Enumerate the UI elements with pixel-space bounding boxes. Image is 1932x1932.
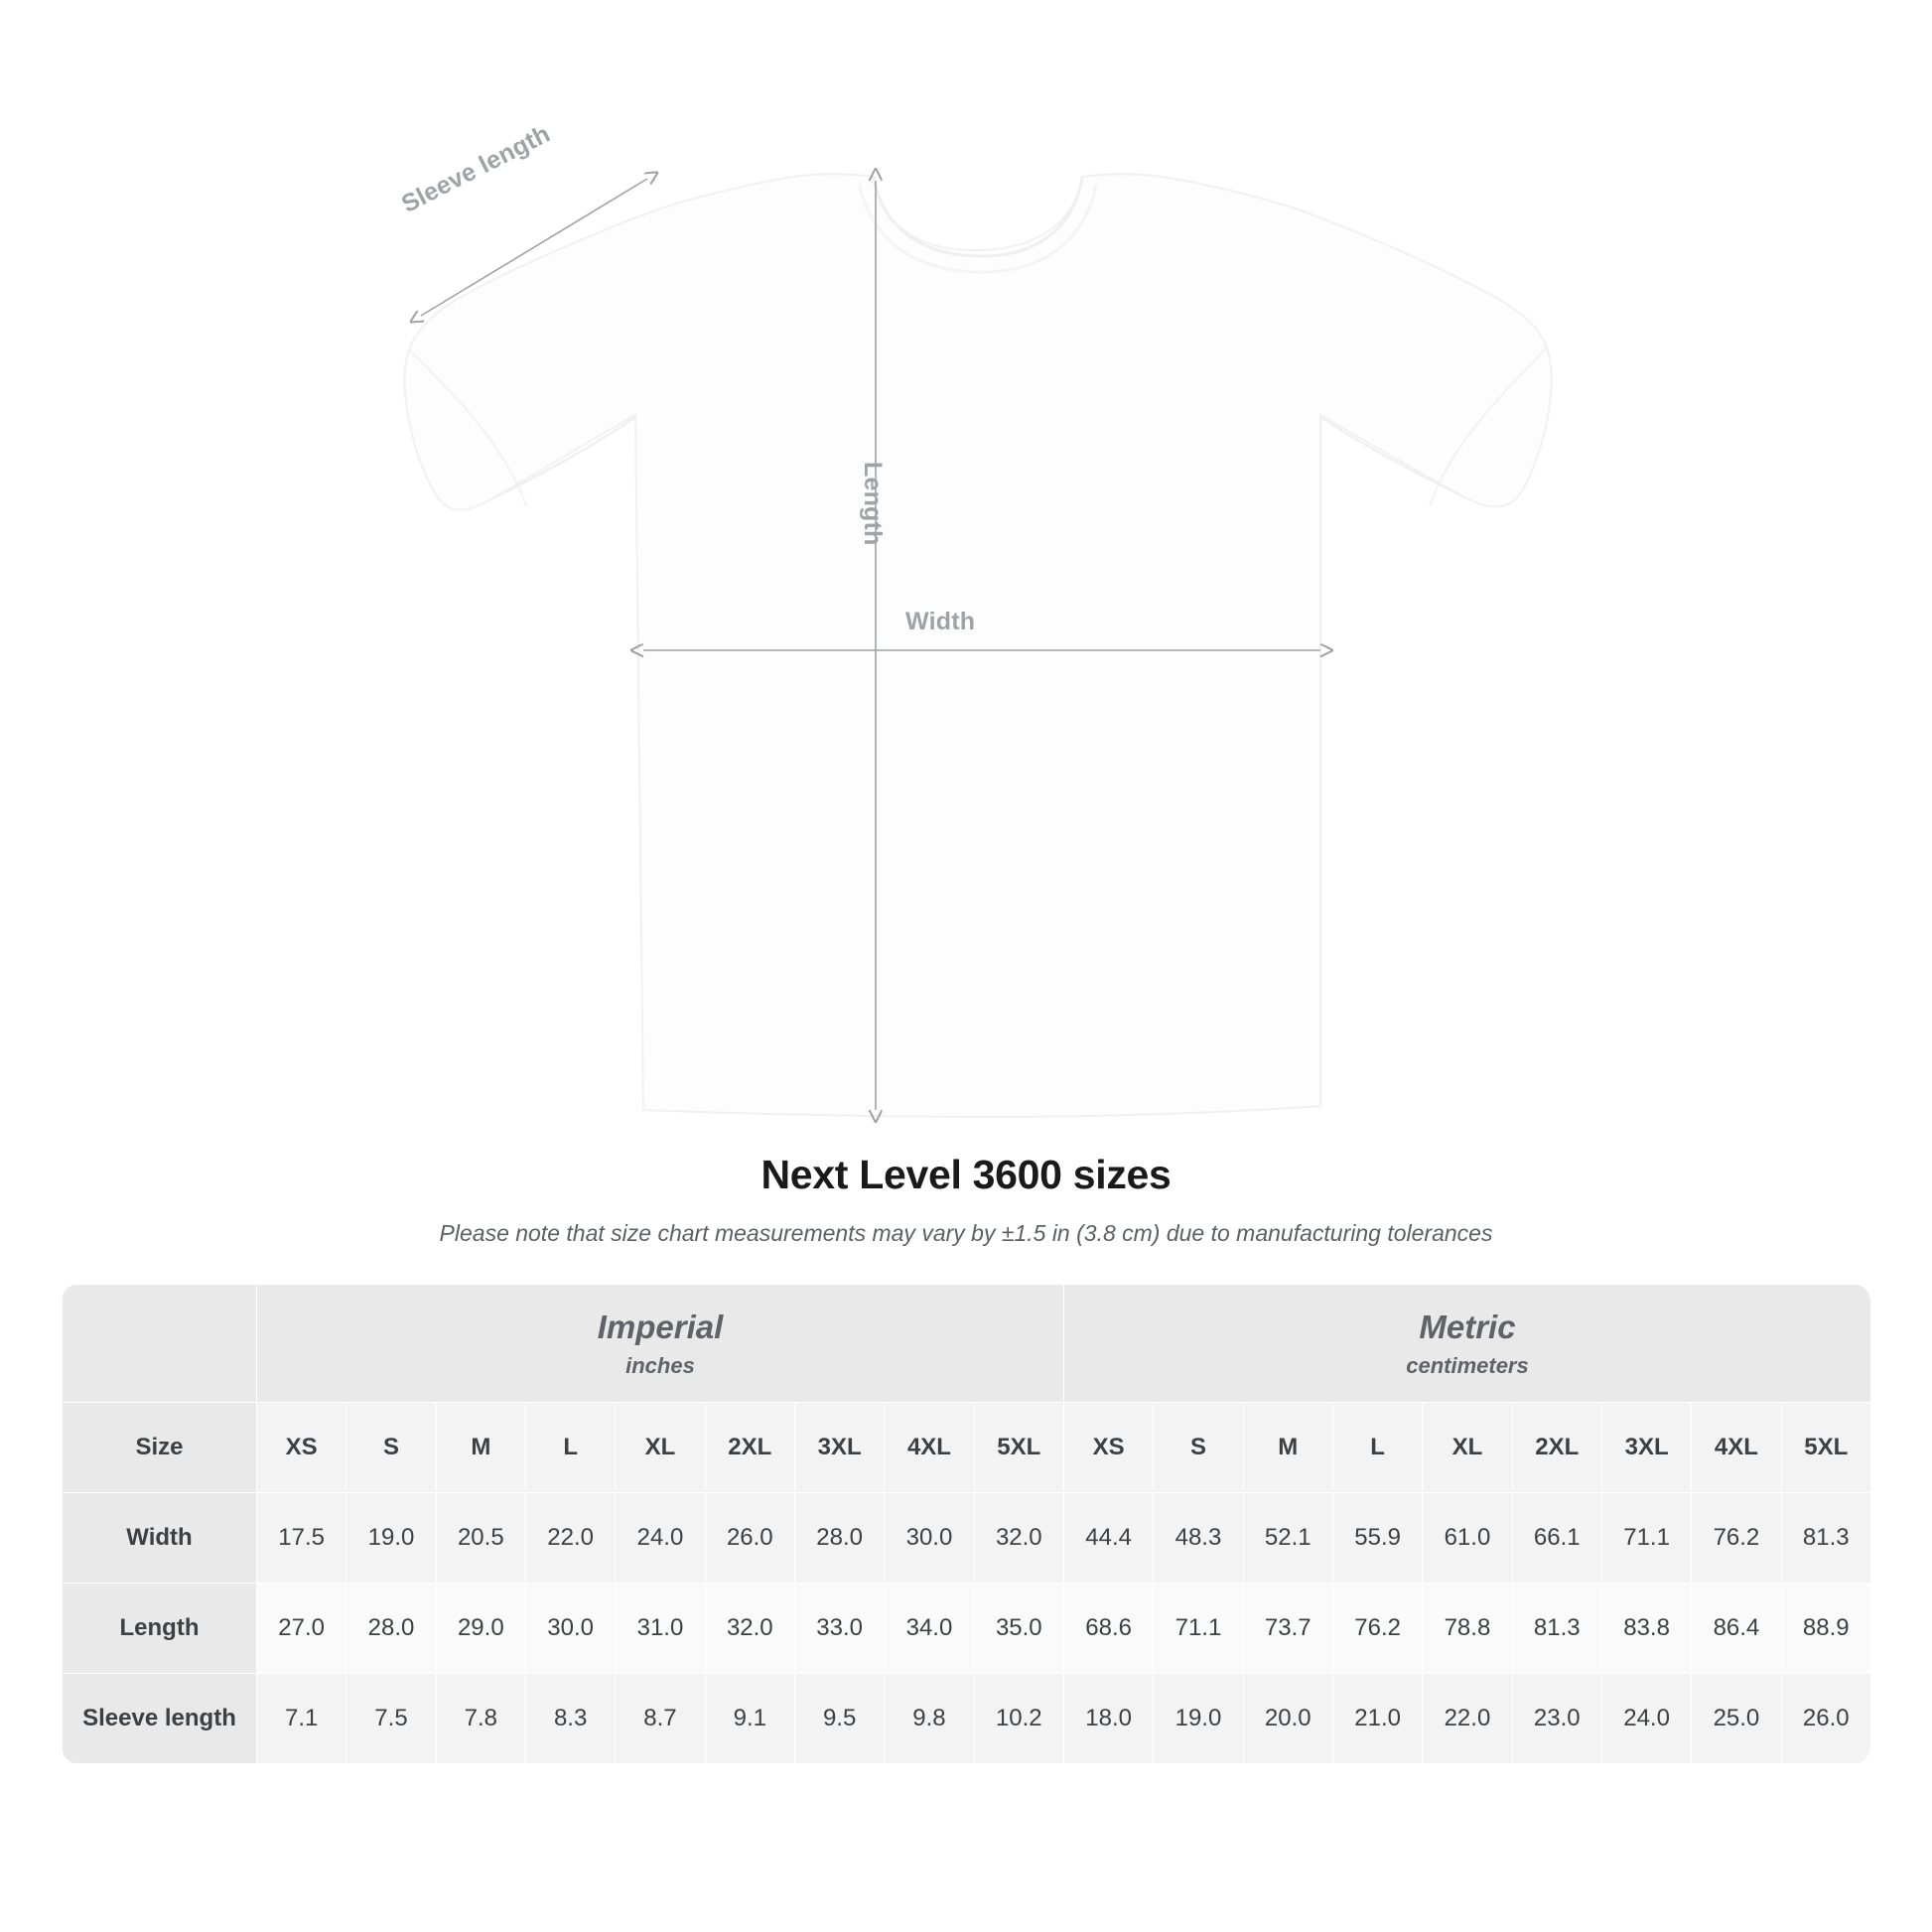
size-column-header: XL: [616, 1403, 705, 1493]
measurement-cell: 48.3: [1154, 1493, 1243, 1584]
measurement-cell: 22.0: [1423, 1674, 1512, 1764]
measurement-cell: 22.0: [525, 1493, 615, 1584]
page-title: Next Level 3600 sizes: [760, 1152, 1172, 1197]
measurement-cell: 81.3: [1781, 1493, 1870, 1584]
measurement-cell: 86.4: [1692, 1584, 1781, 1674]
size-table: [62, 1284, 1870, 1764]
width-label: Width: [905, 608, 976, 635]
measurement-cell: 21.0: [1332, 1674, 1422, 1764]
measurement-cell: 71.1: [1601, 1493, 1691, 1584]
size-column-header: S: [346, 1403, 436, 1493]
size-column-header: L: [525, 1403, 615, 1493]
size-column-header: 5XL: [974, 1403, 1063, 1493]
measurement-cell: 26.0: [1781, 1674, 1870, 1764]
measurement-cell: 32.0: [974, 1493, 1063, 1584]
measurement-cell: 28.0: [794, 1493, 884, 1584]
size-column-header: 4XL: [885, 1403, 974, 1493]
size-column-header: 3XL: [1601, 1403, 1691, 1493]
measurement-cell: 26.0: [705, 1493, 794, 1584]
measurement-cell: 19.0: [346, 1493, 436, 1584]
measurement-cell: 25.0: [1692, 1674, 1781, 1764]
size-column-header: XS: [1063, 1403, 1153, 1493]
tshirt-shape: [405, 174, 1552, 1117]
measurement-cell: 29.0: [436, 1584, 525, 1674]
imperial-label: Imperial: [597, 1309, 724, 1346]
measurement-cell: 66.1: [1512, 1493, 1601, 1584]
size-header-row: [63, 1403, 1871, 1493]
size-column-header: 4XL: [1692, 1403, 1781, 1493]
metric-sublabel: centimeters: [1406, 1352, 1529, 1378]
measurement-cell: 28.0: [346, 1584, 436, 1674]
size-row-label: Size: [63, 1403, 257, 1493]
metric-label: Metric: [1419, 1309, 1516, 1346]
measurement-row-label: Sleeve length: [63, 1674, 257, 1764]
table-row: [63, 1493, 1871, 1584]
length-label: Length: [859, 462, 887, 546]
measurement-cell: 19.0: [1154, 1674, 1243, 1764]
measurement-cell: 20.0: [1243, 1674, 1332, 1764]
measurement-cell: 71.1: [1154, 1584, 1243, 1674]
measurement-cell: 83.8: [1601, 1584, 1691, 1674]
size-column-header: 3XL: [794, 1403, 884, 1493]
imperial-sublabel: inches: [625, 1352, 695, 1378]
measurement-cell: 24.0: [616, 1493, 705, 1584]
size-table-body: [63, 1493, 1871, 1764]
tolerance-note: Please note that size chart measurements may vary by ±1.5 in (3.8 cm) due to manufacturing tolerances: [439, 1220, 1493, 1246]
measurement-cell: 61.0: [1423, 1493, 1512, 1584]
measurement-cell: 73.7: [1243, 1584, 1332, 1674]
measurement-cell: 10.2: [974, 1674, 1063, 1764]
size-column-header: 2XL: [1512, 1403, 1601, 1493]
table-row: [63, 1584, 1871, 1674]
measurement-cell: 35.0: [974, 1584, 1063, 1674]
title-block: [0, 1152, 1932, 1247]
measurement-cell: 33.0: [794, 1584, 884, 1674]
measurement-cell: 24.0: [1601, 1674, 1691, 1764]
measurement-cell: 76.2: [1332, 1584, 1422, 1674]
measurement-cell: 7.8: [436, 1674, 525, 1764]
measurement-cell: 78.8: [1423, 1584, 1512, 1674]
size-column-header: 5XL: [1781, 1403, 1870, 1493]
measurement-cell: 55.9: [1332, 1493, 1422, 1584]
measurement-cell: 8.7: [616, 1674, 705, 1764]
measurement-cell: 34.0: [885, 1584, 974, 1674]
measurement-cell: 76.2: [1692, 1493, 1781, 1584]
measurement-cell: 17.5: [257, 1493, 346, 1584]
size-column-header: XL: [1423, 1403, 1512, 1493]
measurement-cell: 9.1: [705, 1674, 794, 1764]
measurement-cell: 81.3: [1512, 1584, 1601, 1674]
measurement-cell: 23.0: [1512, 1674, 1601, 1764]
measurement-cell: 8.3: [525, 1674, 615, 1764]
unit-header-row: [63, 1285, 1871, 1403]
measurement-cell: 32.0: [705, 1584, 794, 1674]
measurement-cell: 18.0: [1063, 1674, 1153, 1764]
measurement-cell: 68.6: [1063, 1584, 1153, 1674]
size-column-header: 2XL: [705, 1403, 794, 1493]
measurement-row-label: Length: [63, 1584, 257, 1674]
measurement-cell: 31.0: [616, 1584, 705, 1674]
measurement-cell: 20.5: [436, 1493, 525, 1584]
measurement-cell: 27.0: [257, 1584, 346, 1674]
size-table-wrapper: [62, 1284, 1870, 1764]
size-column-header: XS: [257, 1403, 346, 1493]
measurement-cell: 52.1: [1243, 1493, 1332, 1584]
measurement-cell: 30.0: [885, 1493, 974, 1584]
metric-group-header: [1063, 1285, 1870, 1403]
size-column-header: L: [1332, 1403, 1422, 1493]
table-corner-cell: [63, 1285, 257, 1403]
measurement-cell: 44.4: [1063, 1493, 1153, 1584]
table-row: [63, 1674, 1871, 1764]
measurement-cell: 7.5: [346, 1674, 436, 1764]
size-column-header: S: [1154, 1403, 1243, 1493]
measurement-row-label: Width: [63, 1493, 257, 1584]
size-column-header: M: [436, 1403, 525, 1493]
measurement-cell: 88.9: [1781, 1584, 1870, 1674]
measurement-cell: 9.8: [885, 1674, 974, 1764]
size-column-header: M: [1243, 1403, 1332, 1493]
measurement-cell: 7.1: [257, 1674, 346, 1764]
measurement-cell: 9.5: [794, 1674, 884, 1764]
sleeve-length-label: Sleeve length: [397, 119, 555, 218]
imperial-group-header: [257, 1285, 1064, 1403]
measurement-cell: 30.0: [525, 1584, 615, 1674]
